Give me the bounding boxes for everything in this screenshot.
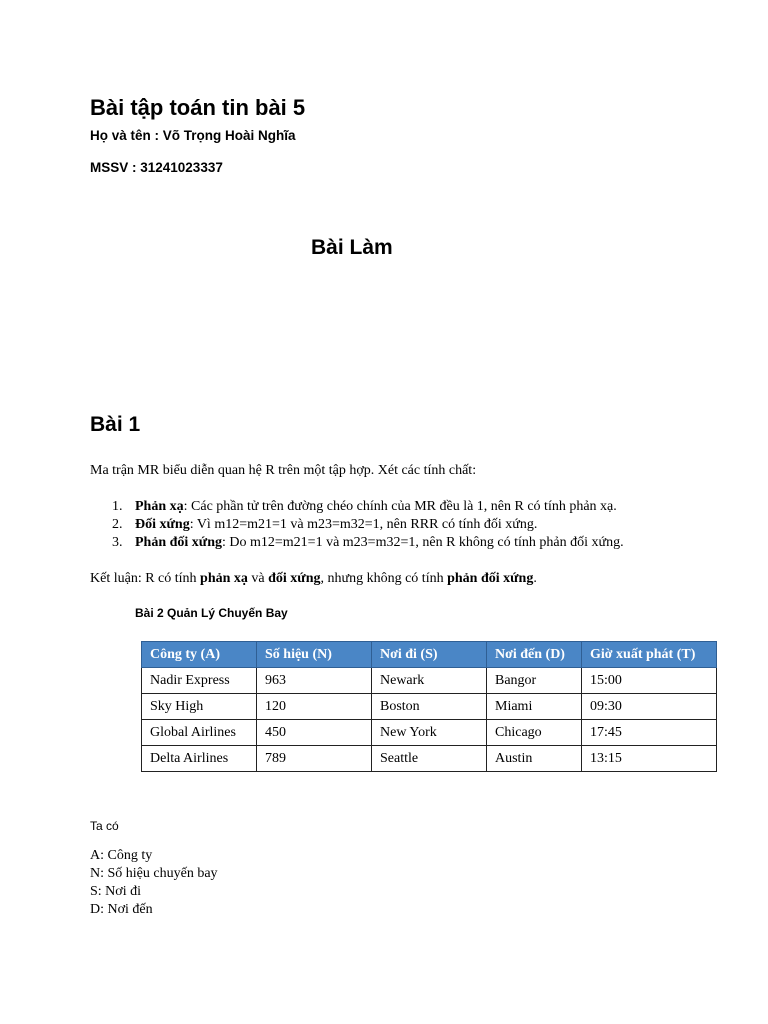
list-item <box>90 516 624 534</box>
section-1-intro: Ma trận MR biểu diễn quan hệ R trên một tập hợp. Xét các tính chất: <box>90 463 477 478</box>
conclusion-paragraph <box>90 570 537 588</box>
property-text: : Do m12=m21=1 và m23=m32=1, nên R không có tính phản đối xứng. <box>222 535 624 550</box>
conclusion-text: . <box>533 571 537 586</box>
column-header: Nơi đến (D) <box>487 642 582 668</box>
table-cell: 17:45 <box>582 720 717 746</box>
table-cell: 09:30 <box>582 694 717 720</box>
definition-item: A: Công ty <box>90 848 153 863</box>
table-row <box>142 694 717 720</box>
table-caption: Bài 2 Quản Lý Chuyến Bay <box>135 606 288 620</box>
property-term: Phản đối xứng <box>135 535 222 550</box>
table-cell: Newark <box>372 668 487 694</box>
student-id: MSSV : 31241023337 <box>90 160 223 175</box>
property-text: : Vì m12=m21=1 và m23=m32=1, nên RRR có tính đối xứng. <box>189 517 538 532</box>
table-cell: Delta Airlines <box>142 746 257 772</box>
table-cell: New York <box>372 720 487 746</box>
table-cell: 963 <box>257 668 372 694</box>
conclusion-bold: đối xứng <box>268 571 321 586</box>
property-text: : Các phần tử trên đường chéo chính của MR đều là 1, nên R có tính phản xạ. <box>183 499 617 514</box>
list-item <box>90 498 624 516</box>
conclusion-text: và <box>247 571 269 586</box>
table-cell: 789 <box>257 746 372 772</box>
property-term: Đối xứng <box>135 517 190 532</box>
table-cell: 120 <box>257 694 372 720</box>
table-cell: Global Airlines <box>142 720 257 746</box>
conclusion-text: , nhưng không có tính <box>320 571 448 586</box>
list-number: 2. <box>112 517 123 532</box>
table-cell: Miami <box>487 694 582 720</box>
definition-item: D: Nơi đến <box>90 902 153 917</box>
table-header-row <box>142 642 717 668</box>
document-title: Bài tập toán tin bài 5 <box>90 95 306 120</box>
table-row <box>142 668 717 694</box>
table-cell: Chicago <box>487 720 582 746</box>
table-row <box>142 720 717 746</box>
table-row <box>142 746 717 772</box>
list-number: 3. <box>112 535 123 550</box>
definition-item: S: Nơi đi <box>90 884 141 899</box>
column-header: Nơi đi (S) <box>372 642 487 668</box>
property-term: Phản xạ <box>135 499 184 514</box>
bai-lam-heading: Bài Làm <box>311 236 393 259</box>
definition-list <box>90 847 218 919</box>
table-cell: Nadir Express <box>142 668 257 694</box>
table-cell: 13:15 <box>582 746 717 772</box>
column-header: Công ty (A) <box>142 642 257 668</box>
flight-table <box>141 641 717 772</box>
ta-co-label: Ta có <box>90 819 119 833</box>
table-cell: Boston <box>372 694 487 720</box>
conclusion-bold: phản xạ <box>200 571 248 586</box>
table-cell: 15:00 <box>582 668 717 694</box>
property-list <box>90 498 624 552</box>
column-header: Giờ xuất phát (T) <box>582 642 717 668</box>
conclusion-bold: phản đối xứng <box>447 571 534 586</box>
conclusion-text: Kết luận: R có tính <box>90 571 201 586</box>
table-cell: 450 <box>257 720 372 746</box>
table-cell: Sky High <box>142 694 257 720</box>
list-number: 1. <box>112 499 123 514</box>
student-name: Họ và tên : Võ Trọng Hoài Nghĩa <box>90 128 296 143</box>
definition-item: N: Số hiệu chuyến bay <box>90 866 218 881</box>
column-header: Số hiệu (N) <box>257 642 372 668</box>
table-cell: Seattle <box>372 746 487 772</box>
table-cell: Bangor <box>487 668 582 694</box>
list-item <box>90 534 624 552</box>
section-1-heading: Bài 1 <box>90 413 141 436</box>
table-cell: Austin <box>487 746 582 772</box>
